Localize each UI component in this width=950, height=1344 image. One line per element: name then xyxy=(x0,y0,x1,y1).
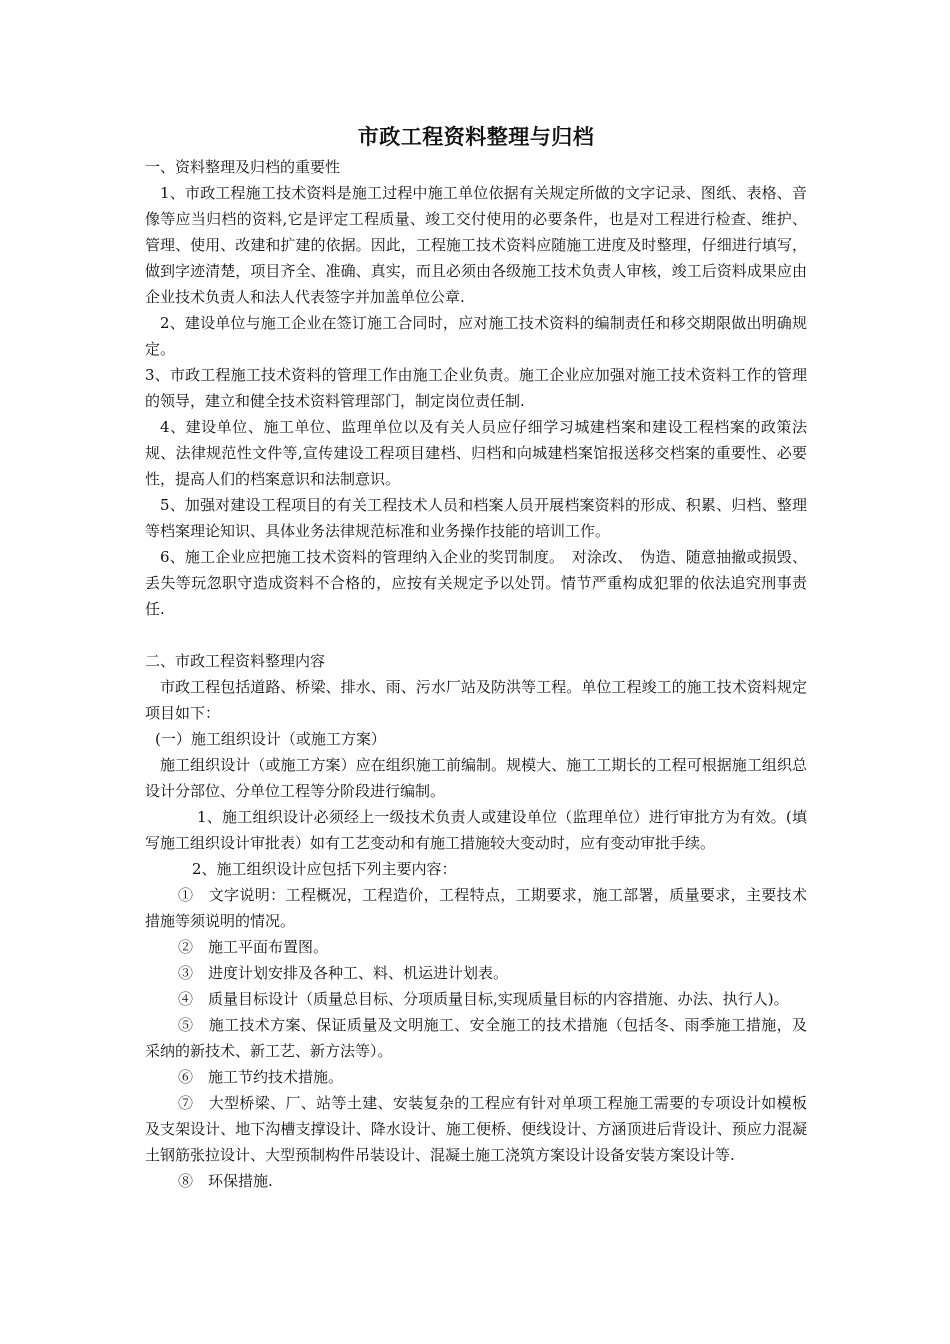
paragraph: ⑦ 大型桥梁、厂、站等土建、安装复杂的工程应有针对单项工程施工需要的专项设计如模板及支架设计、地下沟槽支撑设计、降水设计、施工便桥、便线设计、方涵顶进后背设计、预应力混凝土钢筋张拉设计、大型预制构件吊装设计、混凝土施工浇筑方案设计设备安装方案设计等. xyxy=(145,1094,807,1164)
blank-line xyxy=(145,622,807,648)
paragraph: ⑤ 施工技术方案、保证质量及文明施工、安全施工的技术措施（包括冬、雨季施工措施，及采纳的新技术、新工艺、新方法等）。 xyxy=(145,1016,807,1060)
paragraph: 1、市政工程施工技术资料是施工过程中施工单位依据有关规定所做的文字记录、图纸、表格、音像等应当归档的资料,它是评定工程质量、竣工交付使用的必要条件，也是对工程进行检查、维护、管理、使用、改建和扩建的依据。因此，工程施工技术资料应随施工进度及时整理，仔细进行填写，做到字迹清楚，项目齐全、准确、真实，而且必须由各级施工技术负责人审核，竣工后资料成果应由企业技术负责人和法人代表签字并加盖单位公章. xyxy=(145,184,807,306)
paragraph: 4、建设单位、施工单位、监理单位以及有关人员应仔细学习城建档案和建设工程档案的政策法规、法律规范性文件等,宣传建设工程项目建档、归档和向城建档案馆报送移交档案的重要性、必要性，提高人们的档案意识和法制意识。 xyxy=(145,418,807,488)
paragraph: ⑥ 施工节约技术措施。 xyxy=(178,1068,344,1086)
paragraph: ③ 进度计划安排及各种工、料、机运进计划表。 xyxy=(178,964,509,982)
document-page xyxy=(145,120,807,1194)
paragraph: ① 文字说明：工程概况，工程造价，工程特点，工期要求，施工部署，质量要求，主要技术措施等须说明的情况。 xyxy=(145,886,807,930)
paragraph: 一、资料整理及归档的重要性 xyxy=(145,158,341,176)
paragraph: ⑧ 环保措施. xyxy=(178,1172,273,1190)
paragraph: 市政工程包括道路、桥梁、排水、雨、污水厂站及防洪等工程。单位工程竣工的施工技术资料规定项目如下： xyxy=(145,678,807,722)
paragraph: 3、市政工程施工技术资料的管理工作由施工企业负责。施工企业应加强对施工技术资料工作的管理的领导，建立和健全技术资料管理部门，制定岗位责任制. xyxy=(145,366,807,410)
paragraph: 施工组织设计（或施工方案）应在组织施工前编制。规模大、施工工期长的工程可根据施工组织总设计分部位、分单位工程等分阶段进行编制。 xyxy=(145,756,807,800)
paragraph: 2、建设单位与施工企业在签订施工合同时，应对施工技术资料的编制责任和移交期限做出明确规定。 xyxy=(145,314,807,358)
paragraph: 5、加强对建设工程项目的有关工程技术人员和档案人员开展档案资料的形成、积累、归档、整理等档案理论知识、具体业务法律规范标准和业务操作技能的培训工作。 xyxy=(145,496,807,540)
paragraph: 6、施工企业应把施工技术资料的管理纳入企业的奖罚制度。 对涂改、 伪造、随意抽撤或损毁、丢失等玩忽职守造成资料不合格的，应按有关规定予以处罚。情节严重构成犯罪的依法追究刑事责任. xyxy=(145,548,807,618)
paragraph: 1、施工组织设计必须经上一级技术负责人或建设单位（监理单位）进行审批方为有效。(填写施工组织设计审批表）如有工艺变动和有施工措施较大变动时，应有变动审批手续。 xyxy=(145,808,807,852)
paragraph: 二、市政工程资料整理内容 xyxy=(145,652,326,670)
paragraph: ④ 质量目标设计（质量总目标、分项质量目标,实现质量目标的内容措施、办法、执行人)。 xyxy=(178,990,789,1008)
paragraph: (一）施工组织设计（或施工方案） xyxy=(155,730,386,748)
document-body xyxy=(145,154,807,1194)
paragraph: ② 施工平面布置图。 xyxy=(178,938,329,956)
document-title: 市政工程资料整理与归档 xyxy=(357,124,595,149)
paragraph: 2、施工组织设计应包括下列主要内容： xyxy=(192,860,457,878)
